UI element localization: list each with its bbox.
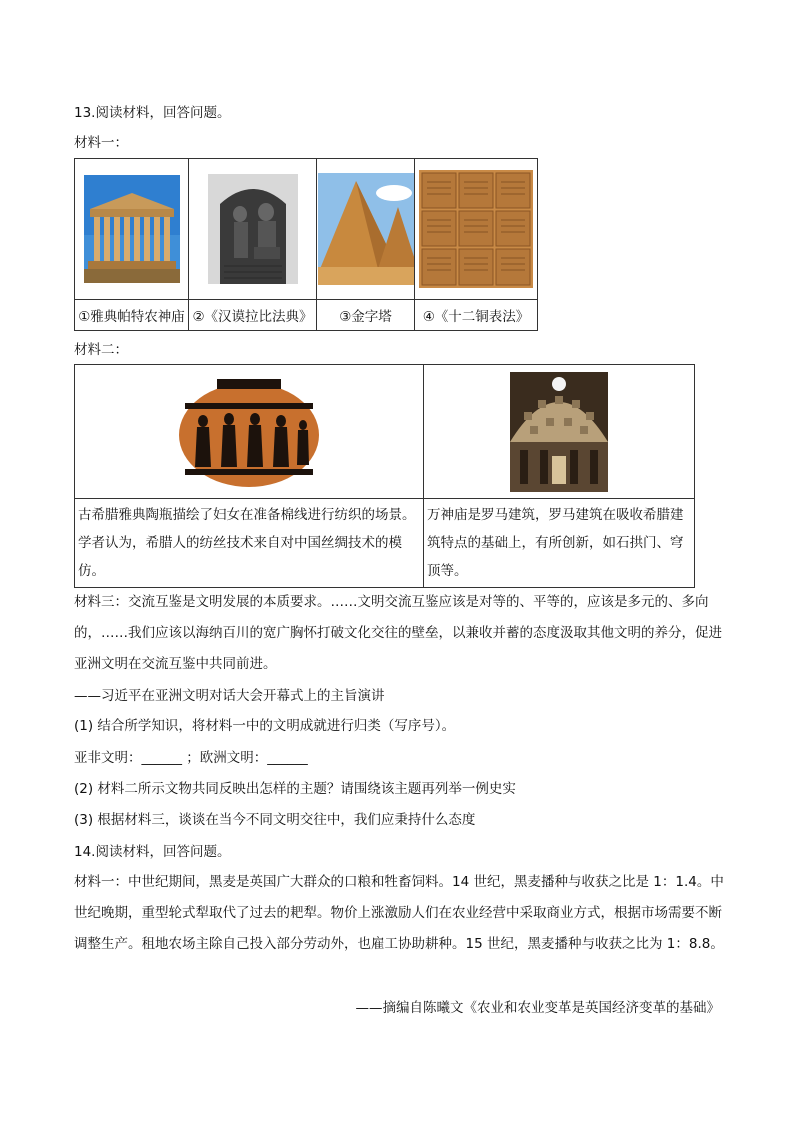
pantheon-image-cell	[424, 365, 695, 499]
q14-material1: 材料一：中世纪期间，黑麦是英国广大群众的口粮和牲畜饲料。14 世纪，黑麦播种与收获之比是 1：1.4。中世纪晚期，重型轮式犁取代了过去的耙犁。物价上涨激励人们在农业经营中采取商业方式，根据市场需要不断调整生产。租地农场主除自己投入部分劳动外，也雇工协助耕种。15 世纪，黑麦播种与收获之比为 1：8.8。	[74, 874, 724, 952]
material2-pantheon-text: 万神庙是罗马建筑，罗马建筑在吸收希腊建筑特点的基础上，有所创新，如石拱门、穹顶等。	[424, 499, 695, 588]
greek-vase-image	[177, 373, 321, 491]
twelve-tables-image-cell	[415, 159, 538, 300]
q13-question3: (3) 根据材料三，谈谈在当今不同文明交往中，我们应秉持什么态度	[74, 812, 476, 828]
twelve-tables-image	[419, 170, 533, 288]
caption-pyramid: ③金字塔	[317, 300, 415, 331]
q13-question2: (2) 材料二所示文物共同反映出怎样的主题？请围绕该主题再列举一例史实	[74, 781, 516, 797]
q14-title: 14.阅读材料，回答问题。	[74, 844, 231, 860]
q13-question1: (1) 结合所学知识，将材料一中的文明成就进行归类（写序号）。	[74, 718, 456, 734]
q13-title: 13.阅读材料，回答问题。	[74, 105, 231, 121]
q13-material1-label: 材料一：	[74, 135, 128, 151]
material1-table	[74, 158, 538, 331]
greek-vase-image-cell	[75, 365, 424, 499]
q14-material1-source: ——摘编自陈曦文《农业和农业变革是英国经济变革的基础》	[355, 1000, 720, 1016]
q13-material3: 材料三：交流互鉴是文明发展的本质要求。……文明交流互鉴应该是对等的、平等的，应该是多元的、多向的，……我们应该以海纳百川的宽广胸怀打破文化交往的壁垒，以兼收并蓄的态度汲取其他文明的养分，促进亚洲文明在交流互鉴中共同前进。	[74, 594, 722, 672]
pantheon-image	[510, 372, 608, 492]
caption-twelve-tables: ④《十二铜表法》	[415, 300, 538, 331]
hammurabi-code-image	[208, 174, 298, 284]
q13-material3-source: ——习近平在亚洲文明对话大会开幕式上的主旨演讲	[74, 688, 385, 704]
pyramid-image	[318, 173, 414, 285]
material2-vase-text: 古希腊雅典陶瓶描绘了妇女在准备棉线进行纺织的场景。学者认为，希腊人的纺丝技术来自对中国丝绸技术的模仿。	[75, 499, 424, 588]
pyramid-image-cell	[317, 159, 415, 300]
hammurabi-image-cell	[189, 159, 317, 300]
material2-table	[74, 364, 695, 588]
caption-parthenon: ①雅典帕特农神庙	[75, 300, 189, 331]
parthenon-image	[84, 175, 180, 283]
parthenon-image-cell	[75, 159, 189, 300]
q13-question1-blanks: 亚非文明：______ ；欧洲文明：______	[74, 750, 308, 766]
caption-hammurabi: ②《汉谟拉比法典》	[189, 300, 317, 331]
q13-material2-label: 材料二：	[74, 342, 128, 358]
